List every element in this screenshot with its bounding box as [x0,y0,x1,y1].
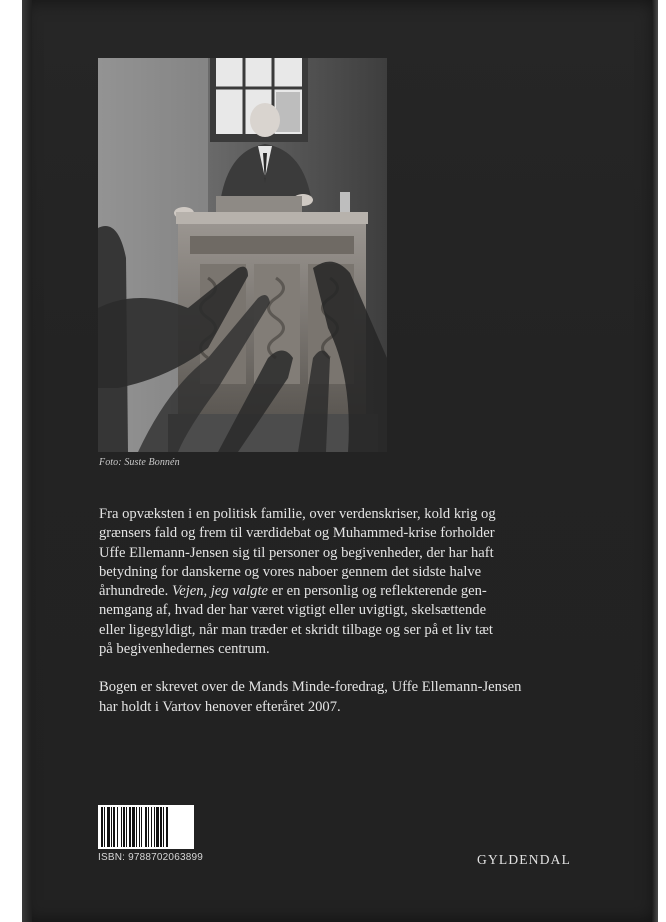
barcode-bar [111,807,112,847]
barcode-bar [156,807,159,847]
cover-right-edge [652,0,658,922]
blurb-line: har holdt i Vartov henover efteråret 2007. [99,698,341,715]
barcode-bar [113,807,115,847]
blurb-line: eller ligegyldigt, når man træder et skridt tilbage og ser på et liv tæt [99,621,493,638]
blurb-line-rest: er en personlig og reflekterende gen- [267,583,487,600]
barcode-bar [148,807,149,847]
blurb-line: nemgang af, hvad der har været vigtigt eller uvigtigt, skelsættende [99,602,487,619]
publisher-name: GYLDENDAL [477,852,572,867]
barcode-bar [123,807,125,847]
barcode-bar [121,807,122,847]
book-title-italic: Vejen, jeg valgte [171,583,268,600]
blurb-line: på begivenhedernes centrum. [99,641,270,658]
barcode-bar [136,807,137,847]
barcode-bar [104,807,105,847]
barcode-bar [145,807,147,847]
barcode-bar [160,807,162,847]
isbn-number: ISBN: 9788702063899 [98,852,203,863]
blurb-line: Fra opvæksten i en politisk familie, over verdenskriser, kold krig og [99,506,496,522]
photo-credit: Foto: Suste Bonnén [99,457,180,468]
barcode-bar [117,807,118,847]
barcode-bar [151,807,152,847]
barcode-bar [163,807,164,847]
barcode-bar [101,807,103,847]
barcode-bar [166,807,168,847]
barcode-bar [132,807,135,847]
blurb-line [99,582,569,601]
blurb-line: grænsers fald og frem til værdidebat og Muhammed-krise forholder [99,525,495,542]
paragraph-gap [99,659,569,678]
blurb-line: betydning for danskerne og vores naboer gennem det sidste halve [99,563,482,580]
blurb-line: Uffe Ellemann-Jensen sig til personer og begivenheder, der har haft [99,544,494,561]
back-cover-blurb [99,505,569,717]
barcode-bar [126,807,127,847]
barcode-bar [129,807,131,847]
barcode-bar [154,807,155,847]
cover-left-edge [22,0,32,922]
barcode-bar [107,807,110,847]
blurb-line-start: århundrede. [99,583,172,600]
blurb-line: Bogen er skrevet over de Mands Minde-foredrag, Uffe Ellemann-Jensen [99,679,522,696]
author-photo [98,58,387,452]
isbn-barcode [98,805,194,849]
barcode-bar [139,807,140,847]
barcode-bar [141,807,142,847]
